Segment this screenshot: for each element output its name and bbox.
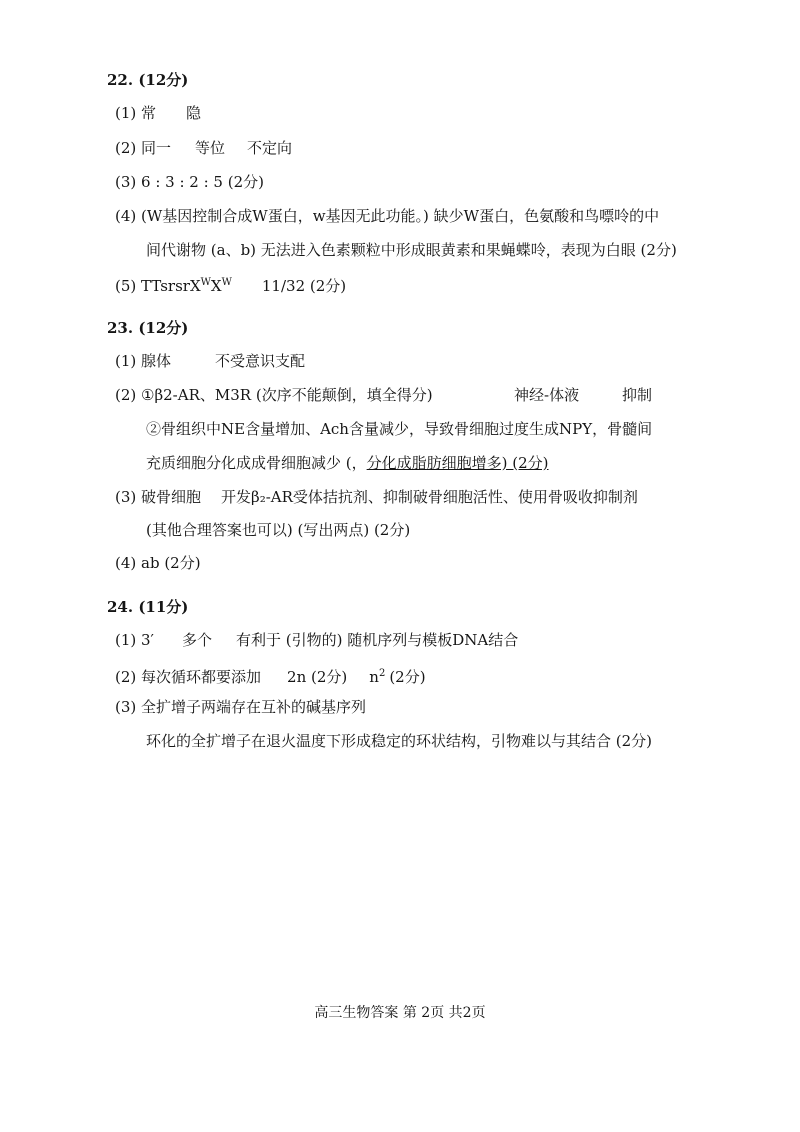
q22-a1-part2: 隐 [186,104,202,122]
q22-answer-3: (3) 6 : 3 : 2 : 5 (2分) [115,173,264,191]
q24-a1-part1: (1) 3′ [115,631,154,649]
q23-answer-2-explanation-line1: ②骨组织中NE含量增加、Ach含量减少，导致骨细胞过度生成NPY，骨髓间 [146,420,653,438]
q23-answer-2-mechanism: 神经-体液 [514,386,580,404]
q22-a5-x: X [210,277,222,295]
q22-a5-ratio: 11/32 (2分) [261,277,347,295]
q22-a5-sup1: W [200,277,211,288]
q23-a3-part2: 开发β₂-AR受体拮抗剂、抑制破骨细胞活性、使用骨吸收抑制剂 [221,488,638,506]
q23-answer-3 [115,487,638,507]
q22-answer-4-line2: 间代谢物 (a、b) 无法进入色素颗粒中形成眼黄素和果蝇蝶呤，表现为白眼 (2分) [146,241,677,259]
q23-answer-3-note: (其他合理答案也可以) (写出两点) (2分) [146,521,411,539]
q22-a1-part1: (1) 常 [115,104,157,122]
q22-a5-genotype: (5) TTsrsrX [115,277,201,295]
q23-a1-part2: 不受意识支配 [215,352,306,370]
q24-answer-3: (3) 全扩增子两端存在互补的碱基序列 [115,698,367,716]
q22-a2-part2: 等位 [195,139,226,157]
q24-a2-n: n [369,668,379,686]
q22-answer-4-line1: (4) (W基因控制合成W蛋白，w基因无此功能。) 缺少W蛋白，色氨酸和鸟嘌呤的中 [115,207,660,225]
q23-answer-4: (4) ab (2分) [115,554,201,572]
q24-a1-part2: 多个 [181,631,212,649]
q24-a1-part3: 有利于 (引物的) 随机序列与模板DNA结合 [235,631,519,649]
q22-answer-2 [115,138,292,158]
q23-l4-part1: 充质细胞分化成成骨细胞减少 (， [146,454,367,472]
page-footer: 高三生物答案 第 2页 共2页 [314,1005,486,1021]
q24-a2-exponent: 2 [378,668,386,679]
q23-answer-2-effect: 抑制 [622,386,653,404]
q23-answer-2 [115,385,433,405]
q24-answer-2 [115,664,426,687]
q22-heading: 22. (12分) [107,71,189,89]
q22-a2-part1: (2) 同一 [115,139,172,157]
q24-a2-part1: (2) 每次循环都要添加 [115,668,262,686]
q22-a5-sup2: W [221,277,232,288]
q24-heading: 24. (11分) [107,598,189,616]
q23-heading: 23. (12分) [107,319,189,337]
q23-a1-part1: (1) 腺体 [115,352,172,370]
q22-answer-1 [115,103,201,123]
q23-answer-2-explanation-line2 [146,453,549,473]
q23-a2-part1: (2) ①β2-AR、M3R (次序不能颠倒，填全得分) [115,386,433,404]
q23-a3-part1: (3) 破骨细胞 [115,488,202,506]
q22-answer-5 [115,273,346,296]
q24-answer-1 [115,630,518,650]
q24-a2-score: (2分) [389,668,426,686]
q23-answer-1 [115,351,305,371]
q24-a2-part2: 2n (2分) [287,668,348,686]
q23-l4-part2-underlined: 分化成脂肪细胞增多) (2分) [366,454,549,472]
q22-a2-part3: 不定向 [247,139,293,157]
q24-answer-3-explanation: 环化的全扩增子在退火温度下形成稳定的环状结构，引物难以与其结合 (2分) [146,732,653,750]
